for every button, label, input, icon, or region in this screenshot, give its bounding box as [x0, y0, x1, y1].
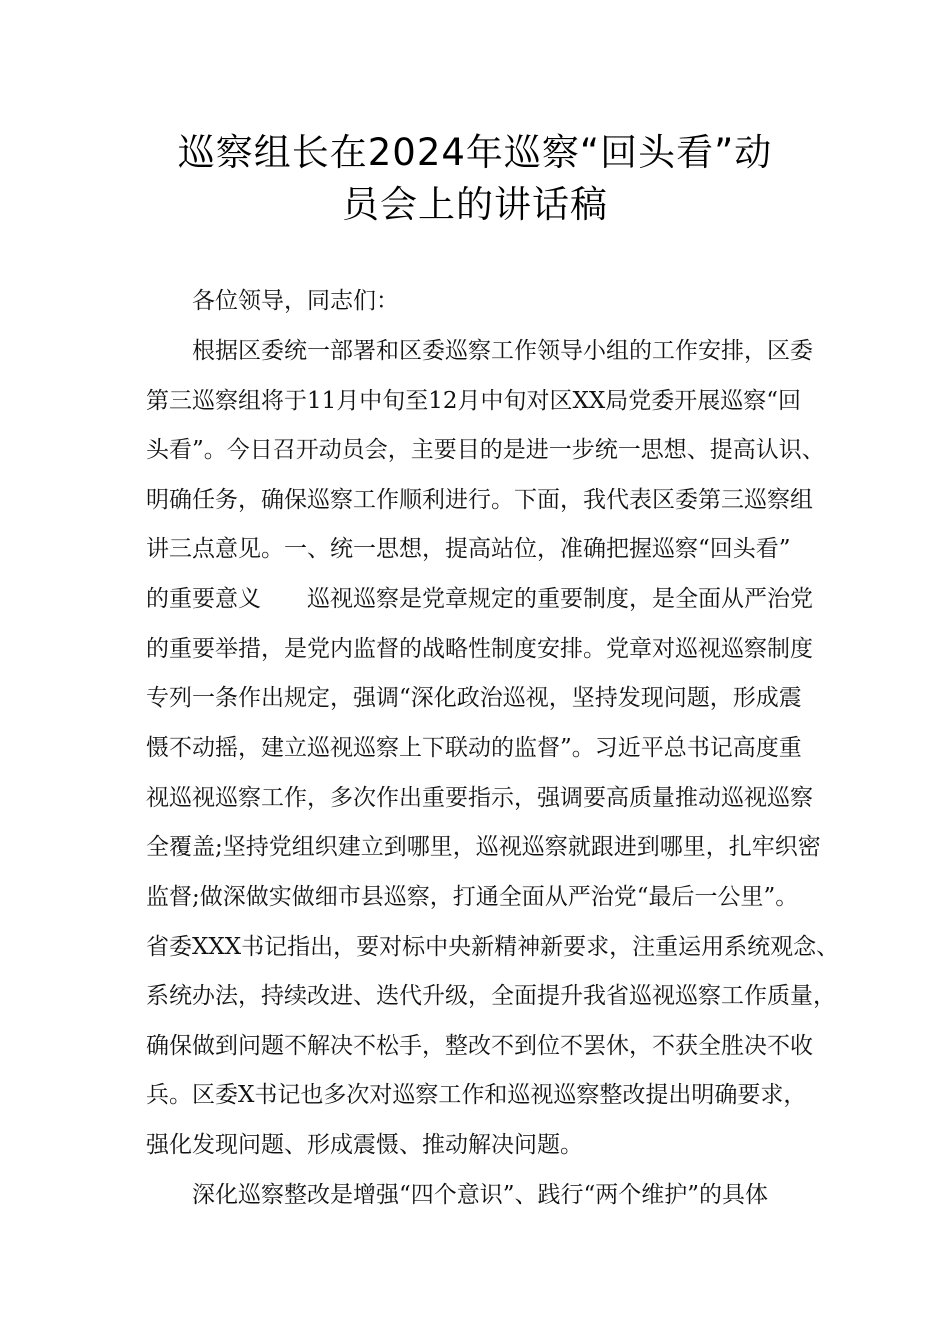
paragraph-line: 专列一条作出规定，强调“深化政治巡视，坚持发现问题，形成震 — [146, 685, 802, 711]
heading-fragment: 的重要意义 — [146, 586, 261, 612]
paragraph-line: 监督;做深做实做细市县巡察，打通全面从严治党“最后一公里”。 — [146, 884, 799, 910]
greeting-line: 各位领导，同志们： — [192, 288, 399, 314]
paragraph-fragment: 巡视巡察是党章规定的重要制度，是全面从严治党 — [307, 586, 813, 612]
paragraph-line: 根据区委统一部署和区委巡察工作领导小组的工作安排，区委 — [192, 338, 813, 364]
paragraph-line: 讲三点意见。一、统一思想，提高站位，准确把握巡察“回头看” — [146, 536, 791, 562]
paragraph-line: 深化巡察整改是增强“四个意识”、践行“两个维护”的具体 — [192, 1182, 769, 1208]
paragraph-line-split — [146, 584, 826, 614]
paragraph-line: 强化发现问题、形成震慑、推动解决问题。 — [146, 1132, 583, 1158]
paragraph-line: 兵。区委X书记也多次对巡察工作和巡视巡察整改提出明确要求， — [146, 1082, 807, 1108]
paragraph-line: 头看”。今日召开动员会，主要目的是进一步统一思想、提高认识、 — [146, 437, 825, 463]
paragraph-line: 视巡视巡察工作，多次作出重要指示，强调要高质量推动巡视巡察 — [146, 785, 813, 811]
paragraph-line: 慑不动摇，建立巡视巡察上下联动的监督”。习近平总书记高度重 — [146, 735, 802, 761]
paragraph-line: 省委XXX书记指出，要对标中央新精神新要求，注重运用系统观念、 — [146, 934, 840, 960]
paragraph-line: 第三巡察组将于11月中旬至12月中旬对区XX局党委开展巡察“回 — [146, 388, 802, 414]
paragraph-line: 确保做到问题不解决不松手，整改不到位不罢休，不获全胜决不收 — [146, 1033, 813, 1059]
paragraph-line: 系统办法，持续改进、迭代升级，全面提升我省巡视巡察工作质量， — [146, 983, 836, 1009]
paragraph-line: 明确任务，确保巡察工作顺利进行。下面，我代表区委第三巡察组 — [146, 487, 813, 513]
document-title-line-2: 员会上的讲话稿 — [342, 183, 608, 226]
document-title-line-1: 巡察组长在2024年巡察“回头看”动 — [177, 131, 773, 174]
paragraph-line: 的重要举措，是党内监督的战略性制度安排。党章对巡视巡察制度 — [146, 636, 813, 662]
paragraph-line: 全覆盖;坚持党组织建立到哪里，巡视巡察就跟进到哪里，扎牢织密 — [146, 834, 821, 860]
